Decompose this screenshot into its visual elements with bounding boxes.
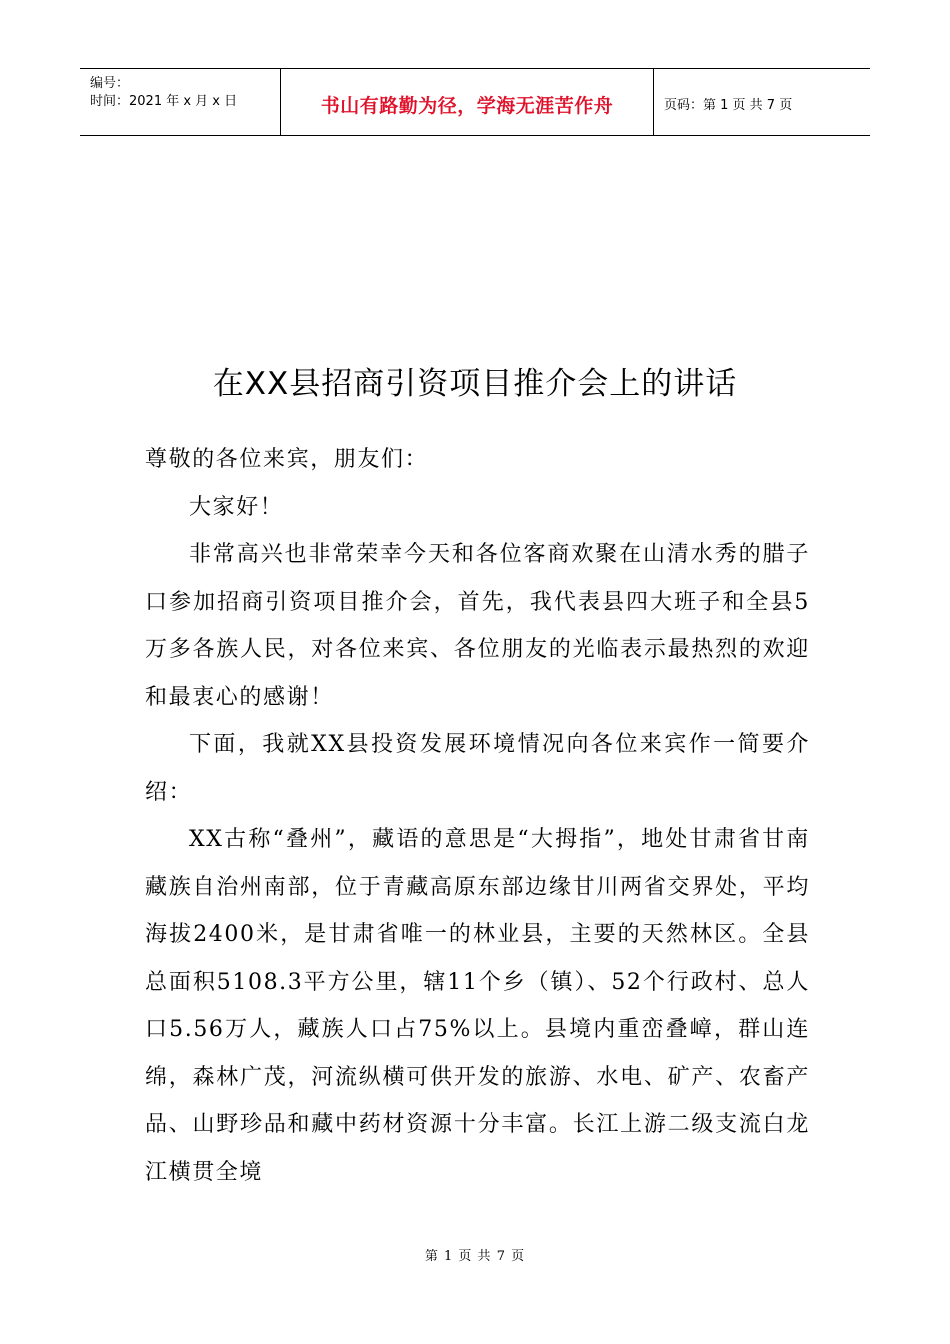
header-page-cell [654,69,870,135]
header-page-info: 页码：第 1 页 共 7 页 [664,97,793,113]
document-time-label: 时间：2021 年 x 月 x 日 [90,94,238,109]
header-meta-cell [80,69,281,135]
page-footer: 第 1 页 共 7 页 [424,1249,526,1264]
paragraph-county-overview: XX古称“叠州”，藏语的意思是“大拇指”，地处甘肃省甘南藏族自治州南部，位于青藏高原东部边缘甘川两省交界处，平均海拔2400米，是甘肃省唯一的林业县，主要的天然林区。全县总面积5108.3平方公里，辖11个乡（镇）、52个行政村、总人口5.56万人，藏族人口占75%以上。县境内重峦叠嶂，群山连绵，森林广茂，河流纵横可供开发的旅游、水电、矿产、农畜产品、山野珍品和藏中药材资源十分丰富。长江上游二级支流白龙江横贯全境 [145,827,810,1185]
header-motto-cell [281,69,654,135]
document-body [145,436,810,1196]
header-table [80,68,870,136]
paragraph-welcome: 非常高兴也非常荣幸今天和各位客商欢聚在山清水秀的腊子口参加招商引资项目推介会，首先，我代表县四大班子和全县5万多各族人民，对各位来宾、各位朋友的光临表示最热烈的欢迎和最衷心的感谢！ [145,542,810,710]
paragraph-intro: 下面，我就XX县投资发展环境情况向各位来宾作一简要介绍： [145,732,810,805]
document-number-label: 编号： [90,76,130,91]
paragraph-salutation: 尊敬的各位来宾，朋友们： [145,447,429,472]
paragraph-greeting: 大家好！ [189,494,284,520]
document-title: 在XX县招商引资项目推介会上的讲话 [212,366,738,402]
header-motto: 书山有路勤为径，学海无涯苦作舟 [320,94,614,117]
